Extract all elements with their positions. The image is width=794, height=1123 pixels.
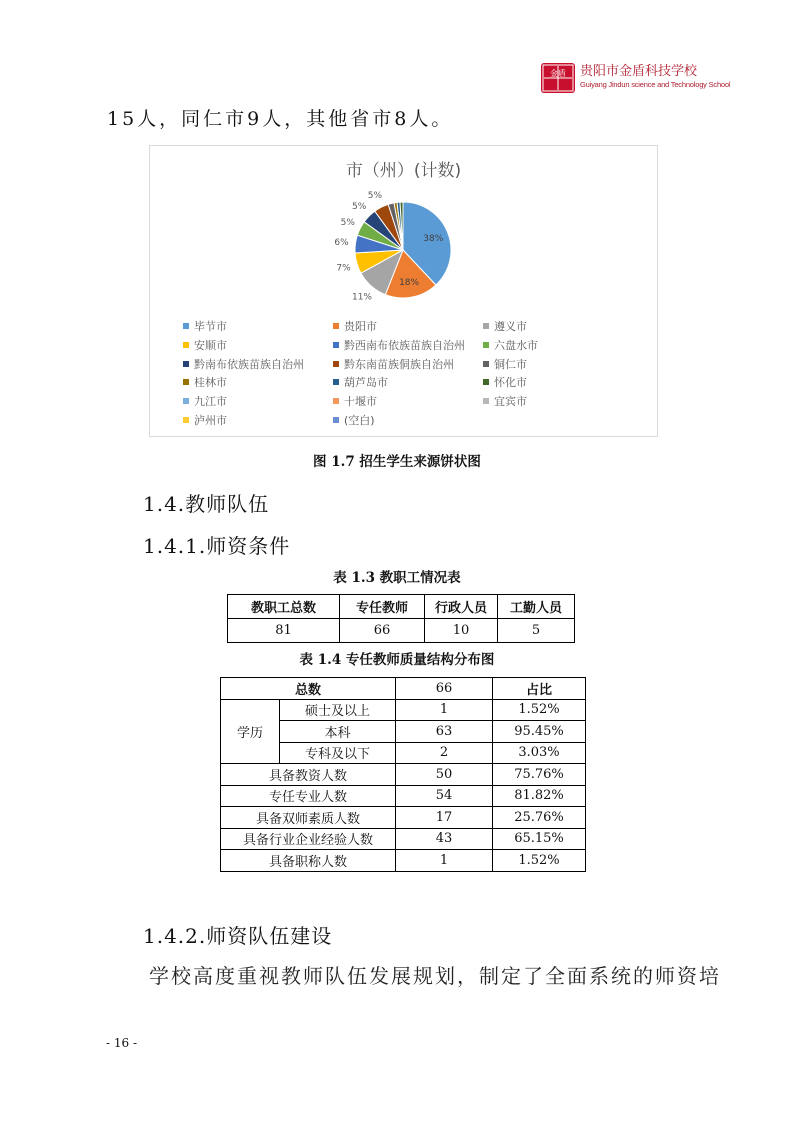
legend-swatch (183, 342, 189, 348)
legend-item (183, 318, 227, 334)
table2-header-count: 66 (396, 678, 493, 700)
legend-swatch (333, 323, 339, 329)
table1-cell: 81 (228, 619, 340, 643)
table1-header: 行政人员 (425, 595, 498, 619)
legend-item (483, 337, 538, 353)
legend-item (483, 356, 527, 372)
legend-item (483, 318, 527, 334)
page-number: - 16 - (106, 1036, 138, 1050)
legend-label: 安顺市 (194, 338, 227, 352)
paragraph-top: 15人，同仁市9人，其他省市8人。 (107, 108, 454, 130)
table2-row-label: 本科 (280, 721, 396, 743)
heading-teacher-team: 1.4.教师队伍 (143, 492, 270, 516)
pie-data-label: 5% (367, 190, 383, 201)
legend-item (333, 337, 465, 353)
table1-cell: 10 (425, 619, 498, 643)
legend-label: 遵义市 (494, 320, 527, 333)
legend-item (183, 393, 227, 409)
legend-label: 黔东南苗族侗族自治州 (344, 357, 454, 371)
table2-row-count: 1 (396, 850, 493, 872)
table1-header: 教职工总数 (228, 595, 340, 619)
table1-caption: 表 1.3 教职工情况表 (333, 570, 461, 586)
pie-data-label: 18% (399, 278, 420, 289)
logo-seal-icon (541, 63, 575, 93)
legend-item (183, 337, 227, 353)
legend-label: 葫芦岛市 (344, 376, 388, 390)
table2-row-ratio: 25.76% (493, 807, 586, 829)
heading-team-building: 1.4.2.师资队伍建设 (143, 924, 333, 948)
legend-item (333, 318, 377, 334)
table2-row-label: 具备双师素质人数 (221, 807, 396, 829)
legend-label: 泸州市 (194, 414, 227, 427)
legend-label: 九江市 (194, 395, 227, 409)
table2-row-count: 63 (396, 721, 493, 743)
table2-row-label: 具备教资人数 (221, 764, 396, 786)
legend-label: 怀化市 (494, 376, 527, 390)
legend-swatch (483, 379, 489, 385)
pie-data-label: 11% (351, 292, 373, 303)
chart-caption: 图 1.7 招生学生来源饼状图 (313, 454, 481, 470)
table2-row-ratio: 1.52% (493, 850, 586, 872)
legend-swatch (183, 417, 189, 423)
legend-item (333, 412, 375, 428)
heading-teacher-conditions: 1.4.1.师资条件 (143, 534, 291, 558)
table2-row-label: 硕士及以上 (280, 699, 396, 721)
pie-chart-frame (149, 145, 658, 437)
table2-row-ratio: 3.03% (493, 742, 586, 764)
table2-row-label: 具备行业企业经验人数 (221, 828, 396, 850)
table2-row-label: 专科及以下 (280, 742, 396, 764)
table2-row-count: 43 (396, 828, 493, 850)
school-logo (541, 63, 575, 93)
paragraph-bottom: 学校高度重视教师队伍发展规划，制定了全面系统的师资培 (149, 964, 721, 988)
table2-row-label: 具备职称人数 (221, 850, 396, 872)
table2-row-ratio: 65.15% (493, 828, 586, 850)
pie-data-label: 7% (336, 263, 351, 274)
pie-data-label: 5% (352, 202, 367, 213)
legend-swatch (183, 379, 189, 385)
school-name-cn: 贵阳市金盾科技学校 (580, 64, 698, 79)
legend-swatch (483, 323, 489, 329)
legend-swatch (483, 342, 489, 348)
legend-label: 毕节市 (194, 320, 227, 333)
table2-header-ratio: 占比 (493, 678, 586, 700)
school-name-en: Guiyang Jindun science and Technology School (580, 80, 731, 89)
legend-label: 黔西南布依族苗族自治州 (344, 338, 465, 352)
legend-swatch (333, 342, 339, 348)
legend-item (333, 374, 388, 390)
table2-row-count: 17 (396, 807, 493, 829)
legend-swatch (333, 379, 339, 385)
table2-row-ratio: 1.52% (493, 699, 586, 721)
legend-swatch (183, 323, 189, 329)
legend-label: 黔南布依族苗族自治州 (194, 357, 304, 371)
legend-label: 六盘水市 (494, 338, 538, 352)
legend-swatch (333, 361, 339, 367)
table2-row-ratio: 75.76% (493, 764, 586, 786)
legend-item (333, 356, 454, 372)
legend-item (333, 393, 377, 409)
table2-row-count: 2 (396, 742, 493, 764)
legend-item (183, 356, 304, 372)
table1-header: 工勤人员 (498, 595, 575, 619)
legend-label: 贵阳市 (344, 320, 377, 333)
table2-caption: 表 1.4 专任教师质量结构分布图 (299, 652, 495, 668)
pie-data-label: 5% (340, 217, 355, 228)
table2-row-ratio: 95.45% (493, 721, 586, 743)
chart-title: 市（州）(计数) (345, 161, 462, 181)
legend-item (183, 412, 227, 428)
legend-label: (空白) (344, 414, 375, 427)
pie-data-label: 6% (334, 238, 349, 249)
legend-item (483, 374, 527, 390)
svg-text:金盾: 金盾 (550, 69, 566, 78)
pie-chart (150, 146, 657, 311)
legend-label: 宜宾市 (494, 395, 527, 409)
table2-row-label: 专任专业人数 (221, 785, 396, 807)
legend-swatch (483, 398, 489, 404)
table1-cell: 66 (340, 619, 425, 643)
pie-data-label: 38% (423, 234, 444, 244)
legend-swatch (183, 361, 189, 367)
legend-item (183, 374, 227, 390)
table2-row-ratio: 81.82% (493, 785, 586, 807)
legend-swatch (183, 398, 189, 404)
legend-label: 十堰市 (344, 395, 377, 409)
table2-group-label: 学历 (221, 699, 280, 764)
legend-item (483, 393, 527, 409)
table2-header-label: 总数 (221, 678, 396, 700)
legend-swatch (333, 417, 339, 423)
table2-row-count: 50 (396, 764, 493, 786)
legend-swatch (333, 398, 339, 404)
legend-swatch (483, 361, 489, 367)
table2-row-count: 1 (396, 699, 493, 721)
teacher-quality-table (220, 677, 586, 872)
table1-header: 专任教师 (340, 595, 425, 619)
staff-table (227, 594, 575, 643)
legend-label: 铜仁市 (494, 357, 527, 371)
table2-row-count: 54 (396, 785, 493, 807)
table1-cell: 5 (498, 619, 575, 643)
legend-label: 桂林市 (194, 376, 227, 390)
